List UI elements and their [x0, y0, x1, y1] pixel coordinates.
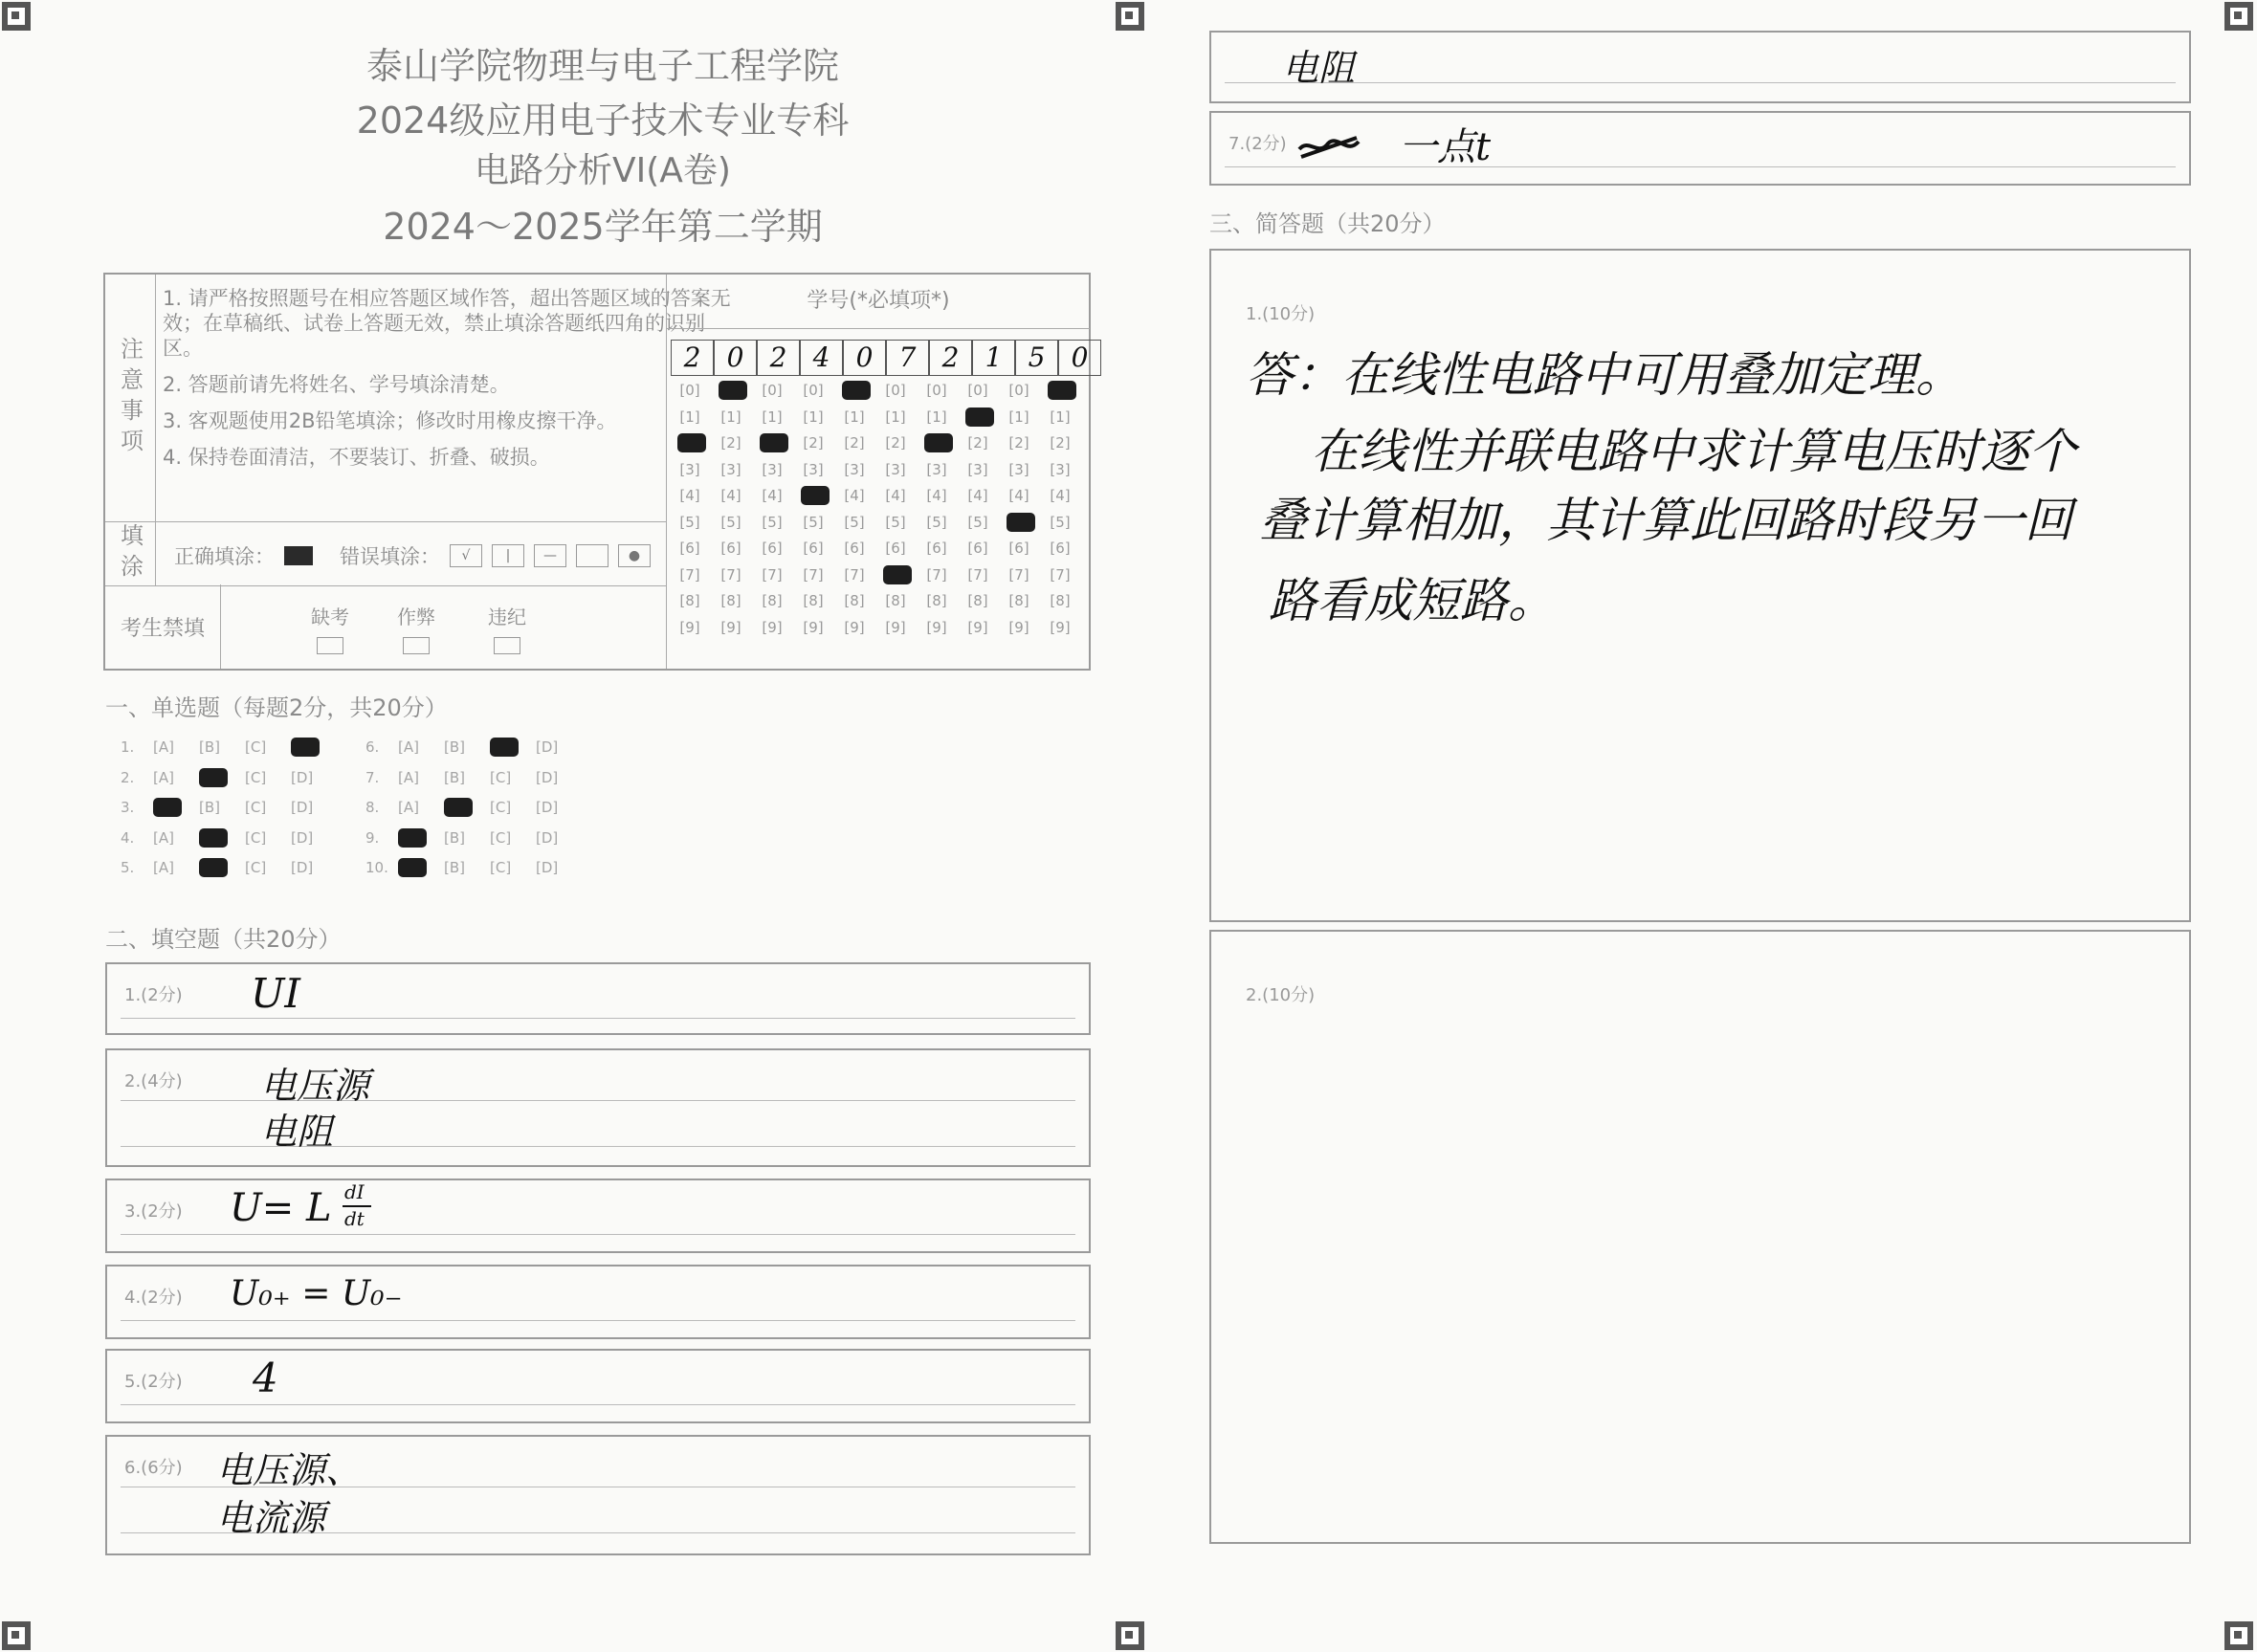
corner-mark-top-middle — [1116, 2, 1144, 31]
fill-example-row — [105, 521, 666, 586]
handwritten-fraction-top: dI — [344, 1180, 365, 1203]
id-bubble[interactable]: [4] — [926, 487, 947, 504]
question-label: 1.(2分) — [124, 985, 183, 1005]
student-id-digit[interactable]: 0 — [1058, 340, 1101, 376]
filled-bubble[interactable] — [801, 486, 830, 505]
id-bubble[interactable]: [7] — [803, 565, 824, 584]
handwritten-answer: 电流源 — [216, 1497, 326, 1539]
student-id-digit[interactable]: 4 — [800, 340, 843, 376]
id-bubble[interactable]: [2] — [1008, 434, 1029, 452]
id-bubble[interactable]: [6] — [720, 540, 741, 557]
fill-question-6-box[interactable] — [105, 1435, 1091, 1555]
student-id-digit[interactable]: 7 — [886, 340, 929, 376]
id-bubble[interactable]: [4] — [1050, 487, 1071, 504]
filled-bubble[interactable] — [1048, 381, 1076, 400]
filled-bubble[interactable] — [199, 828, 228, 848]
question-label: 1.(10分) — [1246, 304, 1316, 324]
question-number: 2. — [121, 768, 135, 786]
id-bubble[interactable]: [1] — [679, 407, 700, 426]
id-bubble[interactable]: [4] — [679, 487, 700, 504]
question-label: 2.(10分) — [1246, 985, 1316, 1005]
id-bubble[interactable]: [6] — [885, 540, 906, 557]
choice-bubble[interactable]: [A] — [153, 738, 174, 756]
id-bubble[interactable]: [2] — [1050, 434, 1071, 452]
question-number: 3. — [121, 799, 135, 816]
status-checkbox[interactable] — [403, 637, 430, 654]
id-bubble[interactable]: [7] — [967, 565, 988, 584]
answer-line — [1225, 166, 2176, 167]
id-bubble[interactable]: [9] — [885, 618, 906, 636]
id-bubble[interactable]: [6] — [762, 540, 783, 557]
id-bubble[interactable]: [3] — [967, 460, 988, 478]
question-label: 7.(2分) — [1228, 134, 1287, 154]
handwritten-answer-line: 答：在线性电路中可用叠加定理。 — [1246, 347, 1963, 403]
corner-mark-bottom-right — [2224, 1621, 2253, 1650]
id-bubble[interactable]: [6] — [926, 540, 947, 557]
status-checkbox[interactable] — [494, 637, 520, 654]
short-answer-1-box[interactable] — [1209, 249, 2191, 922]
choice-bubble[interactable]: [B] — [444, 859, 465, 876]
fill-question-1-box[interactable] — [105, 962, 1091, 1035]
id-bubble[interactable]: [3] — [720, 460, 741, 478]
status-violation: 违纪 — [478, 602, 536, 654]
id-bubble[interactable]: [4] — [967, 487, 988, 504]
id-bubble[interactable]: [0] — [926, 382, 947, 399]
student-id-digit[interactable]: 0 — [714, 340, 757, 376]
student-id-digit[interactable]: 1 — [972, 340, 1015, 376]
question-label: 5.(2分) — [124, 1372, 183, 1392]
id-bubble[interactable]: [8] — [1008, 592, 1029, 609]
short-answer-2-box[interactable] — [1209, 930, 2191, 1544]
status-cheating: 作弊 — [387, 602, 445, 654]
id-bubble[interactable]: [8] — [720, 592, 741, 609]
wrong-fill-mark: | — [492, 544, 524, 567]
question-label: 6.(6分) — [124, 1458, 183, 1478]
notice-item: 2. 答题前请先将姓名、学号填涂清楚。 — [163, 373, 510, 396]
id-bubble[interactable]: [5] — [762, 513, 783, 531]
id-bubble[interactable]: [3] — [885, 460, 906, 478]
id-bubble[interactable]: [5] — [803, 513, 824, 531]
id-bubble[interactable]: [8] — [1050, 592, 1071, 609]
id-bubble[interactable]: [0] — [803, 382, 824, 399]
answer-line — [121, 1320, 1075, 1321]
question-number: 6. — [365, 738, 380, 756]
fill-question-6-continued-box[interactable] — [1209, 31, 2191, 103]
choice-bubble[interactable]: [D] — [291, 828, 314, 847]
id-bubble[interactable]: [1] — [803, 407, 824, 426]
question-number: 7. — [365, 768, 380, 786]
id-bubble[interactable]: [0] — [885, 382, 906, 399]
student-id-digit[interactable]: 0 — [843, 340, 886, 376]
filled-bubble[interactable] — [444, 798, 473, 817]
id-bubble[interactable]: [9] — [926, 618, 947, 636]
choice-bubble[interactable]: [C] — [245, 799, 267, 816]
choice-bubble[interactable]: [C] — [245, 768, 267, 786]
wrong-fill-mark: ● — [618, 544, 651, 567]
id-bubble[interactable]: [0] — [1008, 382, 1029, 399]
id-bubble[interactable]: [7] — [720, 565, 741, 584]
filled-bubble[interactable] — [842, 381, 871, 400]
section3-title: 三、简答题（共20分） — [1209, 210, 1446, 237]
question-number: 1. — [121, 738, 135, 756]
id-bubble[interactable]: [4] — [762, 487, 783, 504]
filled-bubble[interactable] — [398, 828, 427, 848]
question-number: 9. — [365, 828, 380, 847]
id-bubble[interactable]: [2] — [885, 434, 906, 452]
handwritten-answer: UI — [251, 970, 300, 1017]
id-bubble[interactable]: [3] — [1008, 460, 1029, 478]
filled-bubble[interactable] — [199, 768, 228, 787]
choice-bubble[interactable]: [C] — [490, 768, 512, 786]
id-bubble[interactable]: [7] — [926, 565, 947, 584]
handwritten-answer: 电压源、 — [216, 1449, 363, 1491]
id-bubble[interactable]: [4] — [844, 487, 865, 504]
status-absent: 缺考 — [301, 602, 359, 654]
question-label: 2.(4分) — [124, 1071, 183, 1091]
id-bubble[interactable]: [3] — [679, 460, 700, 478]
question-number: 10. — [365, 859, 388, 876]
id-bubble[interactable]: [7] — [1008, 565, 1029, 584]
id-bubble[interactable]: [2] — [720, 434, 741, 452]
filled-bubble[interactable] — [199, 858, 228, 877]
id-bubble[interactable]: [6] — [1050, 540, 1071, 557]
choice-bubble[interactable]: [A] — [153, 859, 174, 876]
id-bubble[interactable]: [4] — [1008, 487, 1029, 504]
id-bubble[interactable]: [0] — [679, 382, 700, 399]
id-bubble[interactable]: [3] — [762, 460, 783, 478]
filled-bubble[interactable] — [490, 738, 519, 757]
question-label: 3.(2分) — [124, 1201, 183, 1222]
id-bubble[interactable]: [7] — [844, 565, 865, 584]
exam-status-row — [105, 584, 666, 669]
fill-question-4-box[interactable] — [105, 1265, 1091, 1339]
question-number: 5. — [121, 859, 135, 876]
handwritten-answer: U₀₊ = U₀₋ — [230, 1274, 403, 1313]
student-id-title: 学号(*必填项*) — [667, 275, 1090, 329]
id-bubble[interactable]: [1] — [762, 407, 783, 426]
filled-bubble[interactable] — [291, 738, 320, 757]
id-bubble[interactable]: [8] — [844, 592, 865, 609]
id-bubble[interactable]: [6] — [803, 540, 824, 557]
section2-title: 二、填空题（共20分） — [105, 926, 342, 953]
handwritten-answer: 电阻 — [1282, 47, 1356, 89]
course-title: 电路分析VI(A卷) — [475, 151, 731, 190]
fill-question-3-box[interactable] — [105, 1178, 1091, 1253]
id-bubble[interactable]: [9] — [679, 618, 700, 636]
id-bubble[interactable]: [1] — [885, 407, 906, 426]
student-id-digit[interactable]: 2 — [757, 340, 800, 376]
id-bubble[interactable]: [8] — [926, 592, 947, 609]
choice-bubble[interactable]: [B] — [444, 738, 465, 756]
choice-bubble[interactable]: [D] — [536, 859, 559, 876]
fill-examples — [174, 541, 651, 570]
id-bubble[interactable]: [9] — [803, 618, 824, 636]
id-bubble[interactable]: [8] — [967, 592, 988, 609]
choice-bubble[interactable]: [A] — [153, 768, 174, 786]
handwritten-answer: 电压源 — [260, 1065, 370, 1107]
wrong-fill-mark — [576, 544, 609, 567]
handwritten-answer-line: 叠计算相加，其计算此回路时段另一回 — [1259, 493, 2072, 548]
handwritten-answer-line: 路看成短路。 — [1269, 573, 1556, 628]
handwritten-fraction-bottom: dt — [344, 1207, 365, 1230]
choice-bubble[interactable]: [C] — [245, 738, 267, 756]
filled-bubble[interactable] — [719, 381, 747, 400]
id-bubble[interactable]: [9] — [762, 618, 783, 636]
choice-bubble[interactable]: [D] — [536, 768, 559, 786]
id-bubble[interactable]: [9] — [844, 618, 865, 636]
id-bubble[interactable]: [0] — [967, 382, 988, 399]
id-bubble[interactable]: [1] — [720, 407, 741, 426]
choice-bubble[interactable]: [C] — [490, 859, 512, 876]
id-bubble[interactable]: [4] — [885, 487, 906, 504]
fill-question-7-box[interactable] — [1209, 111, 2191, 186]
student-id-digit[interactable]: 2 — [671, 340, 714, 376]
choice-bubble[interactable]: [D] — [291, 768, 314, 786]
id-bubble[interactable]: [4] — [720, 487, 741, 504]
handwritten-answer: 4 — [253, 1355, 278, 1401]
school-title: 泰山学院物理与电子工程学院 — [365, 45, 839, 87]
notice-item: 4. 保持卷面清洁，不要装订、折叠、破损。 — [163, 446, 550, 469]
id-bubble[interactable]: [5] — [720, 513, 741, 531]
notice-item: 1. 请严格按照题号在相应答题区域作答，超出答题区域的答案无效；在草稿纸、试卷上答题无效，禁止填涂答题纸四角的识别区。 — [163, 287, 731, 360]
filled-bubble[interactable] — [677, 433, 706, 452]
id-bubble[interactable]: [1] — [844, 407, 865, 426]
filled-bubble[interactable] — [883, 565, 912, 584]
answer-line — [121, 1018, 1075, 1019]
choice-bubble[interactable]: [D] — [291, 799, 314, 816]
wrong-fill-label: 错误填涂： — [340, 545, 440, 568]
notice-label: 注意事项 — [105, 275, 156, 521]
choice-bubble[interactable]: [C] — [245, 859, 267, 876]
notice-list — [163, 286, 737, 481]
answer-line — [121, 1234, 1075, 1235]
id-bubble[interactable]: [5] — [844, 513, 865, 531]
id-bubble[interactable]: [5] — [926, 513, 947, 531]
choice-bubble[interactable]: [D] — [536, 738, 559, 756]
scribble-crossout-icon — [1295, 128, 1362, 166]
id-bubble[interactable]: [3] — [803, 460, 824, 478]
handwritten-answer: U= L — [230, 1186, 332, 1230]
corner-mark-top-left — [2, 2, 31, 31]
id-bubble[interactable]: [2] — [967, 434, 988, 452]
handwritten-answer-line: 在线性并联电路中求计算电压时逐个 — [1311, 424, 2076, 479]
question-number: 4. — [121, 828, 135, 847]
id-bubble[interactable]: [1] — [1050, 407, 1071, 426]
status-checkbox[interactable] — [317, 637, 343, 654]
id-bubble[interactable]: [3] — [1050, 460, 1071, 478]
handwritten-answer: 电阻 — [260, 1111, 334, 1153]
student-id-digit[interactable]: 5 — [1015, 340, 1058, 376]
choice-bubble[interactable]: [C] — [490, 828, 512, 847]
correct-fill-label: 正确填涂： — [174, 545, 275, 568]
id-bubble[interactable]: [6] — [1008, 540, 1029, 557]
program-title: 2024级应用电子技术专业专科 — [356, 99, 850, 142]
id-bubble[interactable]: [6] — [844, 540, 865, 557]
fill-label: 填涂 — [105, 522, 156, 585]
id-bubble[interactable]: [1] — [1008, 407, 1029, 426]
answer-line — [121, 1404, 1075, 1405]
choice-bubble[interactable]: [D] — [536, 828, 559, 847]
id-bubble[interactable]: [5] — [885, 513, 906, 531]
id-bubble[interactable]: [3] — [844, 460, 865, 478]
id-bubble[interactable]: [3] — [926, 460, 947, 478]
choice-bubble[interactable]: [B] — [199, 738, 220, 756]
corner-mark-bottom-middle — [1116, 1621, 1144, 1650]
choice-bubble[interactable]: [B] — [199, 799, 220, 816]
id-bubble[interactable]: [6] — [967, 540, 988, 557]
choice-bubble[interactable]: [D] — [291, 859, 314, 876]
student-id-area — [666, 275, 1090, 669]
id-bubble[interactable]: [2] — [844, 434, 865, 452]
id-bubble[interactable]: [0] — [762, 382, 783, 399]
fill-question-5-box[interactable] — [105, 1349, 1091, 1423]
term-title: 2024～2025学年第二学期 — [383, 206, 823, 248]
id-bubble[interactable]: [5] — [679, 513, 700, 531]
filled-bubble[interactable] — [924, 433, 953, 452]
id-bubble[interactable]: [8] — [679, 592, 700, 609]
student-id-digits — [671, 340, 1101, 374]
corner-mark-bottom-left — [2, 1621, 31, 1650]
choice-bubble[interactable]: [A] — [153, 828, 174, 847]
choice-bubble[interactable]: [C] — [490, 799, 512, 816]
choice-bubble[interactable]: [B] — [444, 768, 465, 786]
id-bubble[interactable]: [1] — [926, 407, 947, 426]
answer-line — [1225, 82, 2176, 83]
choice-bubble[interactable]: [B] — [444, 828, 465, 847]
choice-bubble[interactable]: [A] — [398, 768, 419, 786]
id-bubble[interactable]: [9] — [1008, 618, 1029, 636]
id-bubble[interactable]: [5] — [1050, 513, 1071, 531]
choice-bubble[interactable]: [A] — [398, 738, 419, 756]
id-bubble[interactable]: [7] — [679, 565, 700, 584]
id-bubble[interactable]: [9] — [967, 618, 988, 636]
fill-question-2-box[interactable] — [105, 1048, 1091, 1167]
filled-bubble[interactable] — [1007, 513, 1035, 532]
notice-item: 3. 客观题使用2B铅笔填涂；修改时用橡皮擦干净。 — [163, 409, 617, 432]
id-bubble[interactable]: [7] — [1050, 565, 1071, 584]
filled-bubble[interactable] — [760, 433, 788, 452]
exam-info-box — [103, 273, 1091, 671]
id-bubble[interactable]: [8] — [803, 592, 824, 609]
wrong-fill-mark: √ — [450, 544, 482, 567]
question-number: 8. — [365, 799, 380, 816]
id-bubble[interactable]: [6] — [679, 540, 700, 557]
id-bubble[interactable]: [8] — [885, 592, 906, 609]
student-id-digit[interactable]: 2 — [929, 340, 972, 376]
choice-bubble[interactable]: [C] — [245, 828, 267, 847]
exam-status-label: 考生禁填 — [105, 584, 221, 669]
id-bubble[interactable]: [9] — [720, 618, 741, 636]
id-bubble[interactable]: [2] — [803, 434, 824, 452]
section1-title: 一、单选题（每题2分，共20分） — [105, 694, 448, 721]
id-bubble[interactable]: [7] — [762, 565, 783, 584]
question-label: 4.(2分) — [124, 1288, 183, 1308]
wrong-fill-mark: — — [534, 544, 566, 567]
filled-bubble[interactable] — [965, 407, 994, 427]
filled-bubble[interactable] — [398, 858, 427, 877]
choice-bubble[interactable]: [D] — [536, 799, 559, 816]
id-bubble[interactable]: [9] — [1050, 618, 1071, 636]
handwritten-answer: 一点t — [1399, 125, 1492, 169]
filled-bubble[interactable] — [153, 798, 182, 817]
corner-mark-top-right — [2224, 2, 2253, 31]
correct-fill-mark — [284, 546, 313, 565]
choice-bubble[interactable]: [A] — [398, 799, 419, 816]
id-bubble[interactable]: [8] — [762, 592, 783, 609]
id-bubble[interactable]: [5] — [967, 513, 988, 531]
